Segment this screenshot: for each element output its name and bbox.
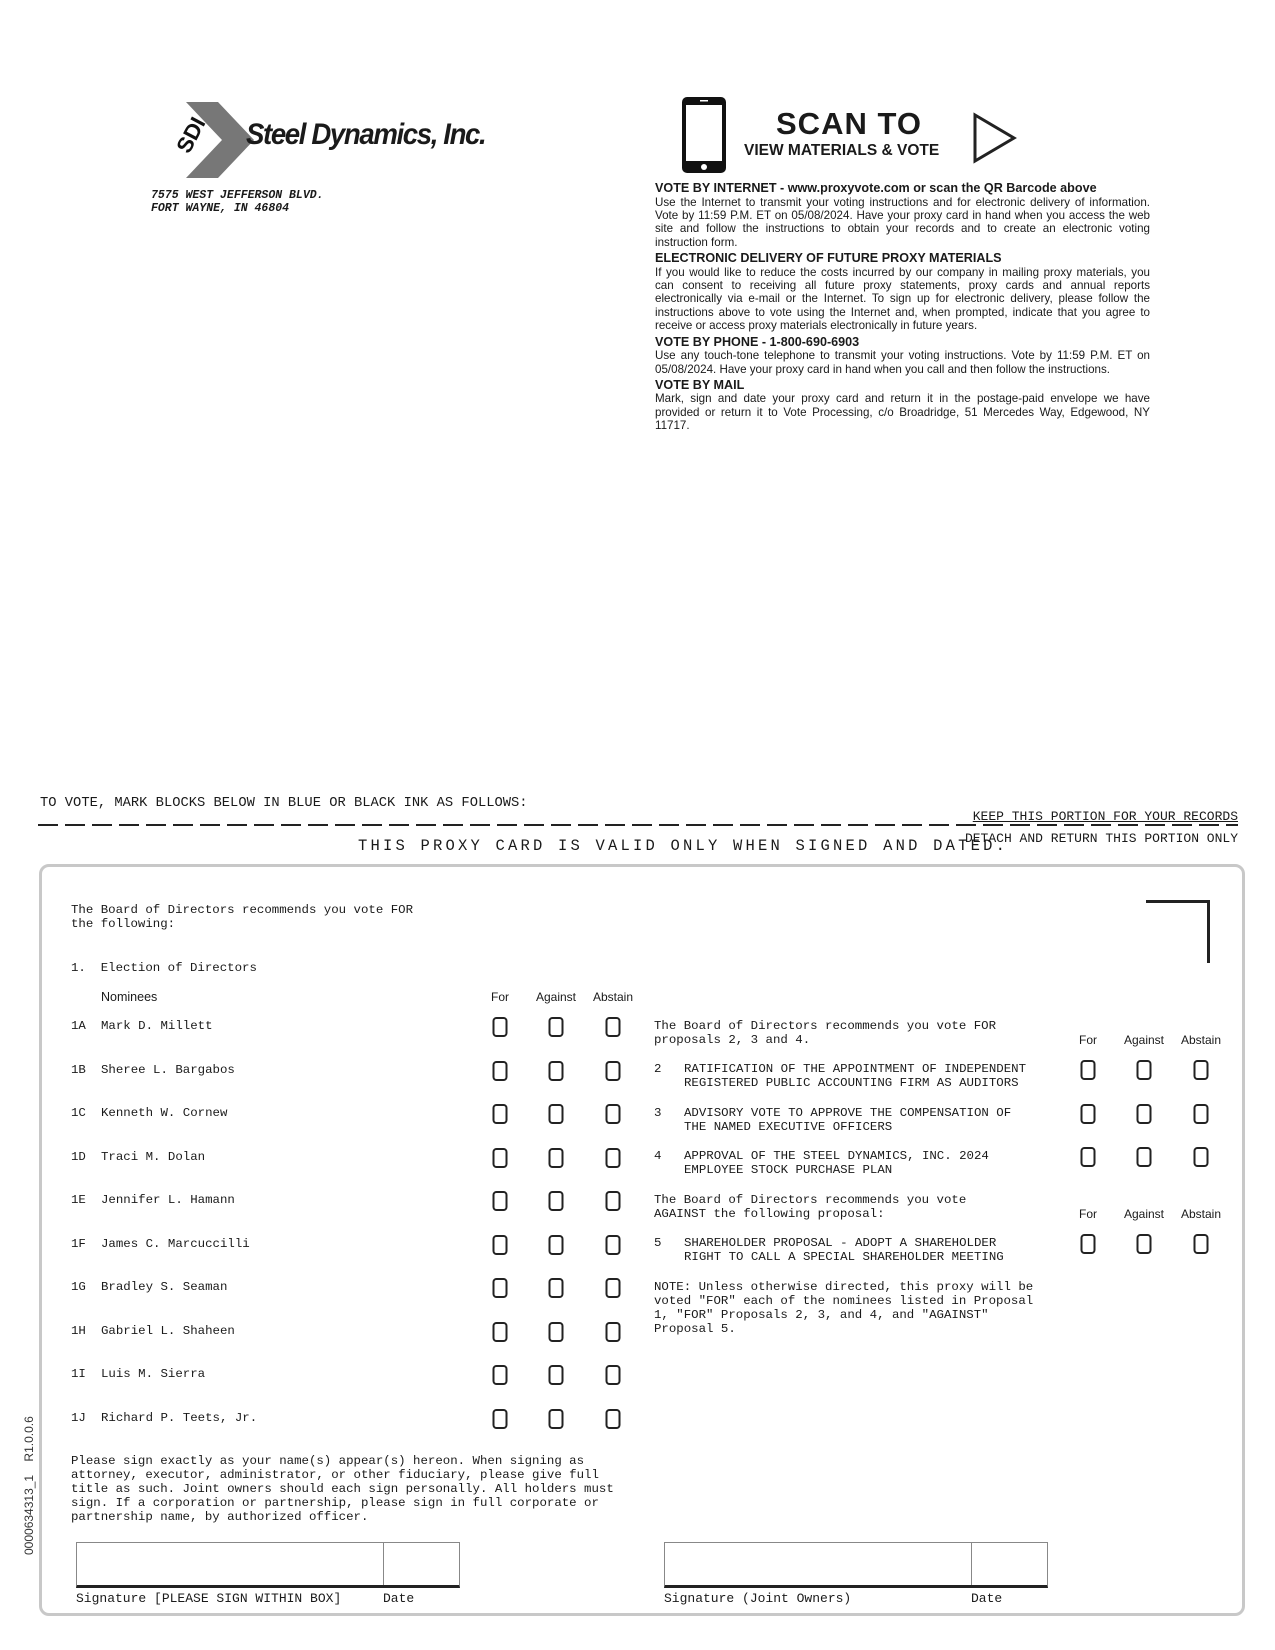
smartphone-icon	[680, 95, 728, 180]
proposal-number: 2	[654, 1062, 662, 1076]
nominee-name: Traci M. Dolan	[101, 1149, 206, 1164]
nominee-1e-against-checkbox[interactable]	[549, 1191, 564, 1211]
nominee-name: Luis M. Sierra	[101, 1367, 206, 1381]
nominee-1c-abstain-checkbox[interactable]	[606, 1104, 621, 1124]
nominee-1h-against-checkbox[interactable]	[549, 1322, 564, 1342]
signing-instructions: Please sign exactly as your name(s) appear(s) hereon. When signing as attorney, executor, administrator, or other fiduciary, please give full title as such. Joint owners should each sign personally. All holders must sign. If a corporation or partnership, please sign in full corporate or partnership name, by authorized officer.	[71, 1454, 614, 1524]
edelivery-body: If you would like to reduce the costs incurred by our company in mailing proxy materials, you can consent to receiving all future proxy statements, proxy cards and annual reports electronically via e-mail or the Internet. To sign up for electronic delivery, please follow the instructions above to vote using the Internet and, when prompted, indicate that you agree to receive or access proxy materials electronically in future years.	[655, 265, 1150, 333]
svg-text:SDI: SDI	[171, 112, 211, 158]
nominee-1d-against-checkbox[interactable]	[549, 1148, 564, 1168]
company-logo	[150, 100, 530, 180]
election-of-directors-heading: 1. Election of Directors	[71, 961, 257, 975]
internet-body: Use the Internet to transmit your voting instructions and for electronic delivery of information. Vote by 11:59 P.M. ET on 05/08/2024. Have your proxy card in hand when you access the web site and follow the instructions to obtain your records and to create an electronic voting instruction form.	[655, 195, 1150, 249]
proposal-text: RATIFICATION OF THE APPOINTMENT OF INDEPENDENT REGISTERED PUBLIC ACCOUNTING FIRM AS AUDITORS	[684, 1062, 1027, 1090]
nominee-1a-against-checkbox[interactable]	[549, 1017, 564, 1037]
scan-subtitle: VIEW MATERIALS & VOTE	[744, 142, 940, 159]
proposal-2-for-checkbox[interactable]	[1081, 1060, 1096, 1080]
valid-notice: THIS PROXY CARD IS VALID ONLY WHEN SIGNED AND DATED.	[358, 837, 1009, 855]
nominee-1c-for-checkbox[interactable]	[493, 1104, 508, 1124]
document-control-code: 0000634313_1 R1.0.0.6	[22, 1416, 36, 1555]
address-line-2: FORT WAYNE, IN 46804	[151, 201, 290, 215]
voting-instructions	[655, 181, 1150, 435]
nominee-name: Gabriel L. Shaheen	[101, 1323, 235, 1338]
phone-body: Use any touch-tone telephone to transmit your voting instructions. Vote by 11:59 P.M. ET on 05/08/2024. Have your proxy card in hand when you call and then follow the instructions.	[655, 349, 1150, 376]
nominee-1i-abstain-checkbox[interactable]	[606, 1365, 621, 1385]
company-address	[151, 190, 324, 215]
proposal-5-against-checkbox[interactable]	[1137, 1234, 1152, 1254]
left-recommendation: The Board of Directors recommends you vote FOR the following:	[71, 903, 414, 931]
nominee-name: Bradley S. Seaman	[101, 1280, 228, 1294]
nominee-name: James C. Marcuccilli	[101, 1236, 250, 1251]
proposal-text: APPROVAL OF THE STEEL DYNAMICS, INC. 2024 EMPLOYEE STOCK PURCHASE PLAN	[684, 1149, 989, 1177]
nominee-1d-abstain-checkbox[interactable]	[606, 1148, 621, 1168]
column-header-against: Against	[1123, 1033, 1165, 1047]
nominee-1b-for-checkbox[interactable]	[493, 1061, 508, 1081]
nominee-code: 1G	[71, 1280, 86, 1294]
column-header-abstain: Abstain	[592, 990, 634, 1004]
nominee-1e-abstain-checkbox[interactable]	[606, 1191, 621, 1211]
nominee-1b-against-checkbox[interactable]	[549, 1061, 564, 1081]
joint-signature-label: Signature (Joint Owners)	[664, 1591, 852, 1606]
nominee-1i-for-checkbox[interactable]	[493, 1365, 508, 1385]
proposal-3-abstain-checkbox[interactable]	[1194, 1104, 1209, 1124]
proposal-text: SHAREHOLDER PROPOSAL - ADOPT A SHAREHOLDER RIGHT TO CALL A SPECIAL SHAREHOLDER MEETING	[684, 1236, 1004, 1264]
corner-registration-mark	[1146, 900, 1210, 963]
nominee-code: 1H	[71, 1323, 86, 1338]
nominee-1j-against-checkbox[interactable]	[549, 1409, 564, 1429]
column-header-for: For	[491, 990, 509, 1004]
to-vote-instruction: TO VOTE, MARK BLOCKS BELOW IN BLUE OR BLACK INK AS FOLLOWS:	[40, 796, 528, 811]
proposal-text: ADVISORY VOTE TO APPROVE THE COMPENSATION OF THE NAMED EXECUTIVE OFFICERS	[684, 1105, 1012, 1134]
nominee-1f-for-checkbox[interactable]	[493, 1235, 508, 1255]
right-recommendation-for: The Board of Directors recommends you vote FOR proposals 2, 3 and 4.	[654, 1019, 997, 1047]
nominee-1a-abstain-checkbox[interactable]	[606, 1017, 621, 1037]
nominee-code: 1C	[71, 1106, 86, 1120]
nominee-1h-abstain-checkbox[interactable]	[606, 1322, 621, 1342]
nominee-code: 1I	[71, 1367, 86, 1381]
nominee-1d-for-checkbox[interactable]	[493, 1148, 508, 1168]
nominee-name: Richard P. Teets, Jr.	[101, 1410, 258, 1425]
internet-heading: VOTE BY INTERNET - www.proxyvote.com or scan the QR Barcode above	[655, 181, 1097, 195]
column-header-against: Against	[1123, 1207, 1165, 1221]
date-field[interactable]	[383, 1542, 458, 1584]
column-header-abstain: Abstain	[1180, 1033, 1222, 1047]
nominee-1g-for-checkbox[interactable]	[493, 1278, 508, 1298]
nominees-label: Nominees	[101, 990, 158, 1004]
joint-date-label: Date	[971, 1591, 1003, 1606]
proposal-number: 5	[654, 1236, 662, 1250]
column-header-for: For	[1079, 1207, 1097, 1221]
proxy-note: NOTE: Unless otherwise directed, this proxy will be voted "FOR" each of the nominees listed in Proposal 1, "FOR" Proposals 2, 3, and 4, and "AGAINST" Proposal 5.	[654, 1280, 1034, 1336]
column-header-for: For	[1079, 1033, 1097, 1047]
nominee-1g-against-checkbox[interactable]	[549, 1278, 564, 1298]
detach-return-label: DETACH AND RETURN THIS PORTION ONLY	[964, 831, 1238, 846]
date-label: Date	[383, 1591, 415, 1606]
nominee-1j-abstain-checkbox[interactable]	[606, 1409, 621, 1429]
nominee-code: 1D	[71, 1149, 86, 1164]
nominee-1j-for-checkbox[interactable]	[493, 1409, 508, 1429]
nominee-1e-for-checkbox[interactable]	[493, 1191, 508, 1211]
address-line-1: 7575 WEST JEFFERSON BLVD.	[151, 189, 324, 202]
nominee-code: 1J	[71, 1410, 86, 1425]
nominee-name: Jennifer L. Hamann	[101, 1193, 235, 1207]
proposal-4-abstain-checkbox[interactable]	[1194, 1147, 1209, 1167]
mail-body: Mark, sign and date your proxy card and return it in the postage-paid envelope we have provided or return it to Vote Processing, c/o Broadridge, 51 Mercedes Way, Edgewood, NY 11717.	[655, 392, 1150, 433]
nominee-name: Kenneth W. Cornew	[101, 1106, 228, 1120]
nominee-1a-for-checkbox[interactable]	[493, 1017, 508, 1037]
proposal-5-for-checkbox[interactable]	[1081, 1234, 1096, 1254]
nominee-1h-for-checkbox[interactable]	[493, 1322, 508, 1342]
nominee-name: Mark D. Millett	[101, 1019, 213, 1033]
mail-heading: VOTE BY MAIL	[655, 377, 745, 392]
nominee-name: Sheree L. Bargabos	[101, 1062, 235, 1077]
proposal-2-abstain-checkbox[interactable]	[1194, 1060, 1209, 1080]
nominee-code: 1A	[71, 1019, 86, 1033]
signature-label: Signature [PLEASE SIGN WITHIN BOX]	[76, 1591, 342, 1606]
nominee-code: 1F	[71, 1236, 86, 1251]
right-recommendation-against: The Board of Directors recommends you vote AGAINST the following proposal:	[654, 1193, 967, 1221]
nominee-1f-against-checkbox[interactable]	[549, 1235, 564, 1255]
nominee-1b-abstain-checkbox[interactable]	[606, 1061, 621, 1081]
proposal-number: 4	[654, 1149, 662, 1163]
phone-heading: VOTE BY PHONE - 1-800-690-6903	[655, 334, 860, 349]
nominee-code: 1E	[71, 1193, 86, 1207]
proposal-5-abstain-checkbox[interactable]	[1194, 1234, 1209, 1254]
column-header-against: Against	[535, 990, 577, 1004]
scan-title: SCAN TO	[776, 106, 922, 141]
proposal-number: 3	[654, 1105, 662, 1120]
proposal-4-for-checkbox[interactable]	[1081, 1147, 1096, 1167]
proposal-4-against-checkbox[interactable]	[1137, 1147, 1152, 1167]
edelivery-heading: ELECTRONIC DELIVERY OF FUTURE PROXY MATERIALS	[655, 251, 1002, 266]
proposal-2-against-checkbox[interactable]	[1137, 1060, 1152, 1080]
column-header-abstain: Abstain	[1180, 1207, 1222, 1221]
nominee-1c-against-checkbox[interactable]	[549, 1104, 564, 1124]
proposal-3-for-checkbox[interactable]	[1081, 1104, 1096, 1124]
detach-dashed-line	[38, 824, 1238, 826]
nominee-1g-abstain-checkbox[interactable]	[606, 1278, 621, 1298]
nominee-code: 1B	[71, 1062, 86, 1077]
keep-portion-label: KEEP THIS PORTION FOR YOUR RECORDS	[972, 809, 1238, 824]
nominee-1f-abstain-checkbox[interactable]	[606, 1235, 621, 1255]
proposal-3-against-checkbox[interactable]	[1137, 1104, 1152, 1124]
joint-date-field[interactable]	[971, 1542, 1046, 1584]
logo-text: Steel Dynamics, Inc.	[246, 118, 486, 151]
play-arrow-icon	[972, 112, 1018, 169]
nominee-1i-against-checkbox[interactable]	[549, 1365, 564, 1385]
